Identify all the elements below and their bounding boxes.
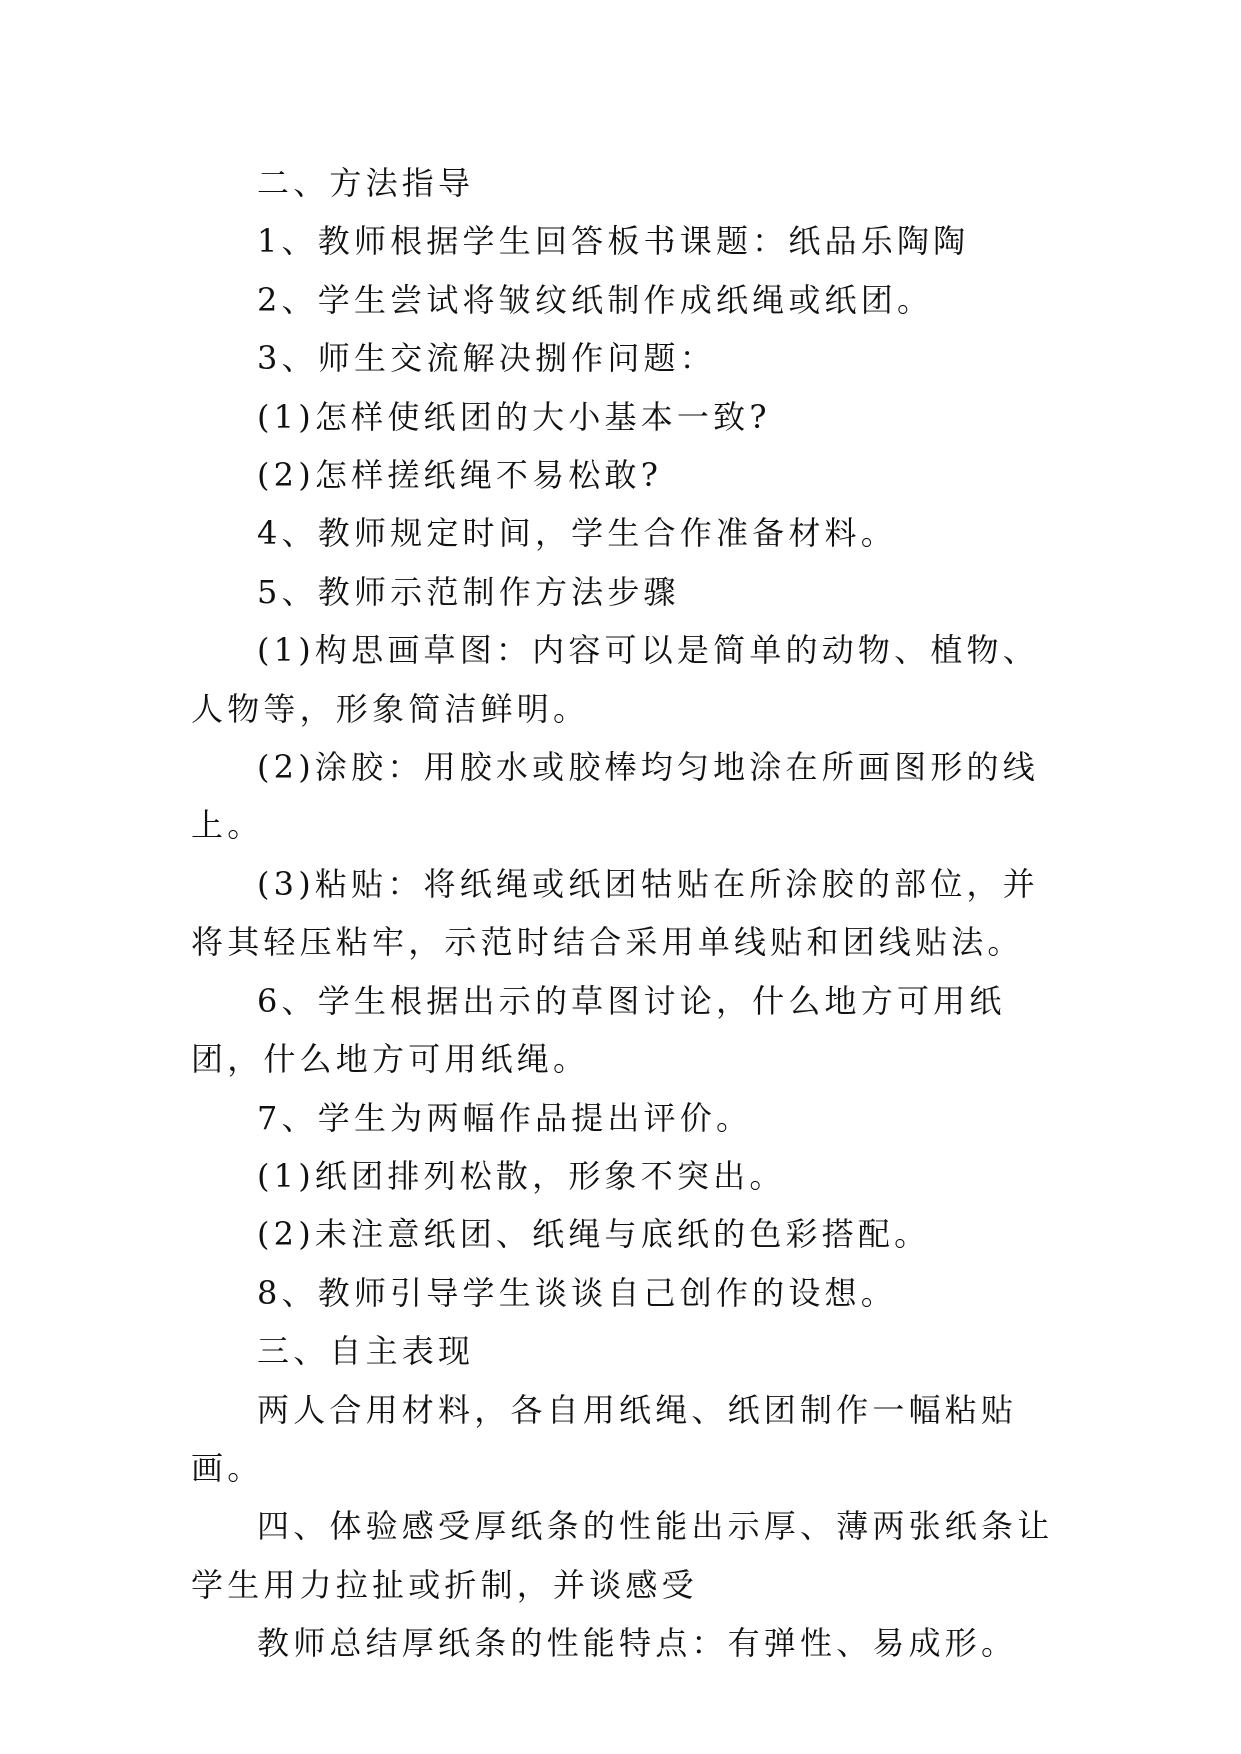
section-heading-experience: 四、体验感受厚纸条的性能出示厚、薄两张纸条让学生用力拉扯或折制，并谈感受 — [191, 1507, 1054, 1604]
paragraph-step-5: 5、教师示范制作方法步骤 — [257, 572, 680, 611]
paragraph-self-expression: 两人合用材料，各自用纸绳、纸团制作一幅粘贴画。 — [191, 1390, 1018, 1487]
paragraph-question-1: (1)怎样使纸团的大小基本一致? — [257, 397, 771, 436]
paragraph-step-4: 4、教师规定时间，学生合作准备材料。 — [257, 514, 897, 553]
paragraph-summary: 教师总结厚纸条的性能特点：有弹性、易成形。 — [257, 1624, 1018, 1663]
paragraph-substep-paste: (3)粘贴：将纸绳或纸团牯贴在所涂胶的部位，并将其轻压粘牢，示范时结合采用单线贴和团线贴法。 — [191, 864, 1039, 962]
section-heading-self-expression: 三、自主表现 — [257, 1332, 475, 1371]
paragraph-step-6: 6、学生根据出示的草图讨论，什么地方可用纸团，什么地方可用纸绳。 — [191, 981, 1006, 1079]
paragraph-step-2: 2、学生尝试将皱纹纸制作成纸绳或纸团。 — [257, 280, 934, 319]
paragraph-substep-glue: (2)涂胶：用胶水或胶棒均匀地涂在所画图形的线上。 — [191, 748, 1039, 845]
paragraph-step-8: 8、教师引导学生谈谈自己创作的设想。 — [257, 1273, 897, 1312]
document-body — [191, 154, 1059, 1673]
paragraph-substep-sketch: (1)构思画草图：内容可以是简单的动物、植物、人物等，形象简洁鲜明。 — [191, 631, 1039, 728]
paragraph-question-2: (2)怎样搓纸绳不易松敢? — [257, 456, 663, 495]
section-heading-method-guidance: 二、方法指导 — [257, 164, 475, 202]
paragraph-evaluation-2: (2)未注意纸团、纸绳与底纸的色彩搭配。 — [257, 1215, 931, 1254]
paragraph-step-7: 7、学生为两幅作品提出评价。 — [257, 1098, 753, 1137]
paragraph-step-1: 1、教师根据学生回答板书课题：纸品乐陶陶 — [257, 222, 970, 261]
paragraph-step-3: 3、师生交流解决捌作问题： — [257, 339, 716, 378]
paragraph-evaluation-1: (1)纸团排列松散，形象不突出。 — [257, 1156, 786, 1195]
